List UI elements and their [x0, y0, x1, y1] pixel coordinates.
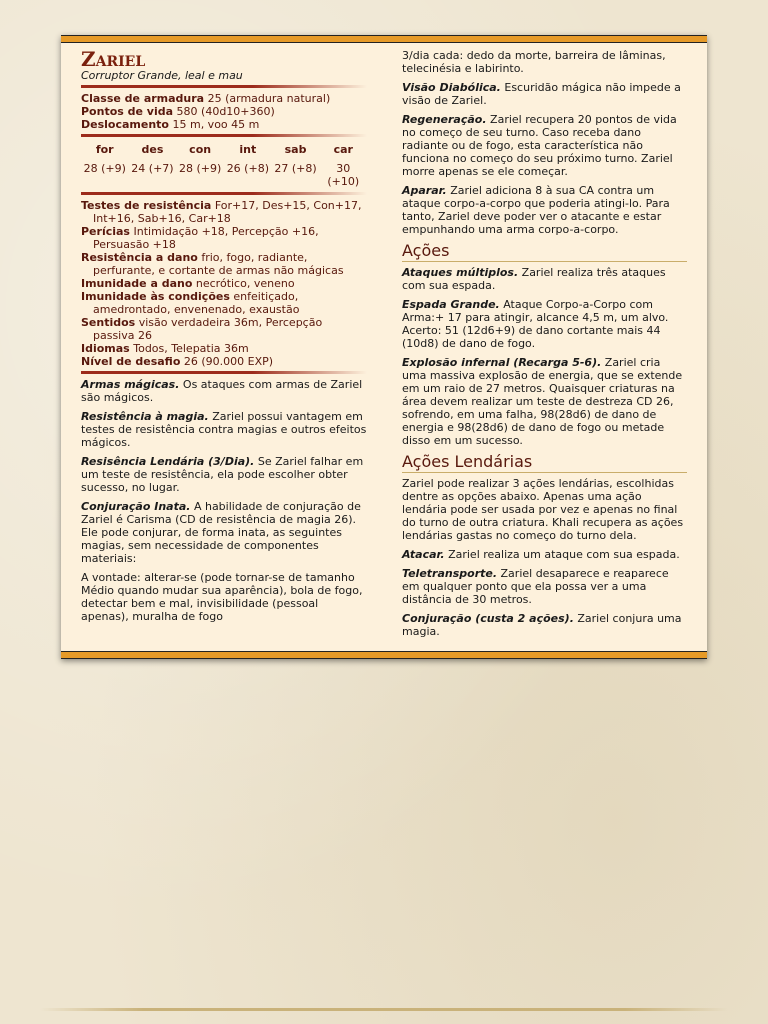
ability-header-des: des [141, 143, 164, 156]
left-column [81, 49, 367, 629]
divider [81, 134, 367, 137]
damage-resistances: Resistência a dano frio, fogo, radiante, perfurante, e cortante de armas não mágicas [81, 251, 344, 277]
ability-header-int: int [239, 143, 257, 156]
spells-3-per-day: 3/dia cada: dedo da morte, barreira de lâminas, telecinésia e labirinto. [402, 49, 666, 75]
ability-header-con: con [189, 143, 212, 156]
ability-values [81, 162, 367, 188]
ability-value-con: 28 (+9) [178, 162, 222, 175]
stat-block-bottom-bar [61, 651, 707, 659]
spells-at-will: A vontade: alterar-se (pode tornar-se de tamanho Médio quando mudar sua aparência), bola de fogo, detectar bem e mal, invisibilidade (pessoal apenas), muralha de fogo [81, 571, 363, 623]
ability-value-int: 26 (+8) [226, 162, 269, 175]
divider [81, 85, 367, 88]
legendary-teleport: Teletransporte. Zariel desaparece e reaparece em qualquer ponto que ela possa ver a uma distância de 30 metros. [402, 567, 669, 606]
trait-regeneration: Regeneração. Zariel recupera 20 pontos de vida no começo de seu turno. Caso receba dano radiante ou de fogo, esta característica não funciona no começo do seu próximo turno. Zariel morre apenas se ele começar. [402, 113, 677, 178]
actions-heading: Ações [402, 242, 687, 262]
monster-name: Zariel [81, 47, 146, 71]
page-footer-line [40, 1008, 728, 1011]
ability-value-car: 30 (+10) [327, 162, 360, 188]
trait-devil-sight: Visão Diabólica. Escuridão mágica não impede a visão de Zariel. [402, 81, 681, 107]
ability-header-sab: sab [284, 143, 307, 156]
divider [81, 192, 367, 195]
senses: Sentidos visão verdadeira 36m, Percepção passiva 26 [81, 316, 323, 342]
action-greatsword: Espada Grande. Ataque Corpo-a-Corpo com Arma:+ 17 para atingir, alcance 4,5 m, um alvo. Acerto: 51 (12d6+9) de dano cortante mais 44 (10d8) de dano de fogo. [402, 298, 669, 350]
saving-throws: Testes de resistência For+17, Des+15, Con+17, Int+16, Sab+16, Car+18 [81, 199, 362, 225]
languages: Idiomas Todos, Telepatia 36m [81, 342, 249, 355]
ability-headers [81, 143, 367, 156]
action-multiattack: Ataques múltiplos. Zariel realiza três ataques com sua espada. [402, 266, 666, 292]
skills: Perícias Intimidação +18, Percepção +16, Persuasão +18 [81, 225, 319, 251]
ability-value-for: 28 (+9) [83, 162, 126, 175]
monster-subtitle: Corruptor Grande, leal e mau [81, 69, 243, 82]
armor-class: Classe de armadura 25 (armadura natural) [81, 92, 331, 105]
ability-header-for: for [95, 143, 114, 156]
legendary-intro: Zariel pode realizar 3 ações lendárias, escolhidas dentre as opções abaixo. Apenas uma ação lendária pode ser usada por vez e apenas no final do turno de outra criatura. Khali recupera as ações lendárias gastas no começo do turno dela. [402, 477, 684, 542]
hit-points: Pontos de vida 580 (40d10+360) [81, 105, 275, 118]
challenge-rating: Nível de desafio 26 (90.000 EXP) [81, 355, 274, 368]
trait-legendary-resistance: Resisência Lendária (3/Dia). Se Zariel falhar em um teste de resistência, ela pode escolher obter sucesso, no lugar. [81, 455, 364, 494]
ability-header-car: car [333, 143, 353, 156]
speed: Deslocamento 15 m, voo 45 m [81, 118, 260, 131]
trait-parry: Aparar. Zariel adiciona 8 à sua CA contra um ataque corpo-a-corpo que poderia atingi-lo. Para tanto, Zariel deve poder ver o atacante e estar empunhando uma arma corpo-a-corpo. [402, 184, 670, 236]
trait-magic-resistance: Resistência à magia. Zariel possui vantagem em testes de resistência contra magias e outros efeitos mágicos. [81, 410, 367, 449]
legendary-attack: Atacar. Zariel realiza um ataque com sua espada. [402, 548, 680, 561]
action-infernal-blast: Explosão infernal (Recarga 5-6). Zariel cria uma massiva explosão de energia, que se extende em um raio de 27 metros. Quaisquer criaturas na área devem realizar um teste de destreza CD 26, sofrendo, em uma falha, 98(28d6) de dano de energia e 98(28d6) de dano de fogo ou metade disso em um sucesso. [402, 356, 683, 447]
stat-block-top-bar [61, 35, 707, 43]
ability-value-sab: 27 (+8) [274, 162, 317, 175]
damage-immunities: Imunidade a dano necrótico, veneno [81, 277, 295, 290]
ability-scores [81, 143, 367, 188]
ability-value-des: 24 (+7) [131, 162, 174, 175]
trait-innate-spellcasting: Conjuração Inata. A habilidade de conjuração de Zariel é Carisma (CD de resistência de magia 26). Ele pode conjurar, de forma inata, as seguintes magias, sem necessidade de componentes materiais: [81, 500, 361, 565]
legendary-actions-heading: Ações Lendárias [402, 453, 687, 473]
trait-magic-weapons: Armas mágicas. Os ataques com armas de Zariel são mágicos. [81, 378, 363, 404]
right-column [402, 49, 687, 644]
stat-block [61, 35, 707, 659]
legendary-spellcasting: Conjuração (custa 2 ações). Zariel conjura uma magia. [402, 612, 682, 638]
divider [81, 371, 367, 374]
condition-immunities: Imunidade às condições enfeitiçado, amedrontado, envenenado, exaustão [81, 290, 300, 316]
